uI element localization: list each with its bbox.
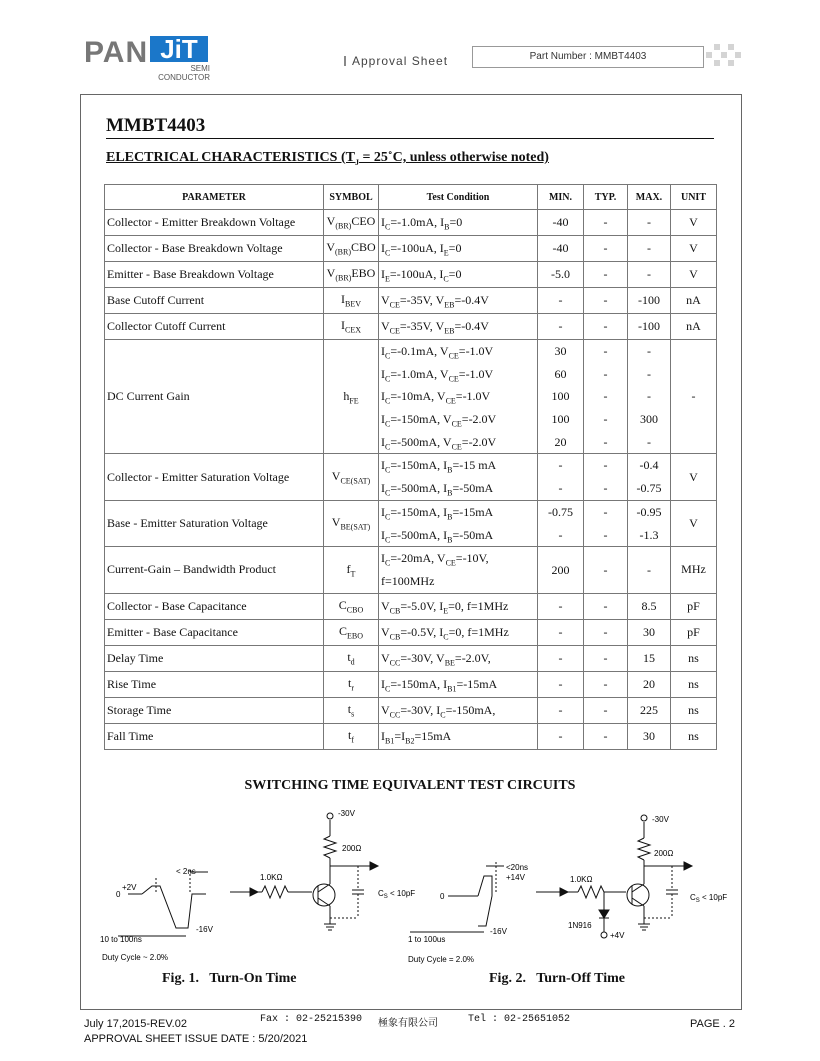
cell-symbol: $t_d$: [324, 645, 379, 671]
cell-test-condition: [379, 454, 538, 500]
cell-test-condition: [379, 723, 538, 749]
cell-max-line: -: [647, 215, 651, 230]
logo-jit-text: JiT: [150, 36, 208, 62]
cell-typ: [584, 340, 628, 454]
cell-test-condition-line: $I_C=-500mA$, $I_B=-50mA$: [381, 527, 494, 544]
cell-test-condition-line: $I_C=-0.1mA$, $V_{CE}=-1.0V$: [381, 344, 494, 361]
cell-max-line: 30: [643, 728, 655, 743]
cell-unit: V: [671, 236, 717, 262]
cell-min: [538, 547, 584, 593]
cell-typ-line: -: [603, 293, 608, 308]
cell-max-line: -: [647, 267, 651, 282]
cell-max-line: -: [647, 366, 651, 381]
cell-typ-line: -: [603, 527, 608, 542]
cell-test-condition: [379, 288, 538, 314]
cell-min: [538, 671, 584, 697]
cell-min: [538, 262, 584, 288]
cell-typ-line: -: [603, 728, 608, 743]
cell-min-line: 30: [554, 344, 567, 358]
cell-test-condition-line: $I_C=-150mA$, $I_{B1}=-15mA$: [381, 676, 498, 694]
cell-typ-line: -: [603, 562, 608, 577]
cell-test-condition-line: $I_C=-500mA$, $V_{CE}=-2.0V$: [381, 434, 497, 452]
fig2-caption: Fig. 2. Turn-Off Time: [489, 971, 626, 986]
cell-min-line: -: [558, 598, 563, 613]
cell-max: [628, 619, 671, 645]
table-row: [105, 619, 717, 645]
cell-typ: [584, 619, 628, 645]
cell-min-line: -: [558, 481, 563, 496]
cell-symbol: $I_{CEX}$: [324, 314, 379, 340]
cell-min-line: 100: [551, 389, 570, 404]
cell-min-line: 20: [554, 434, 567, 449]
cell-min-line: -40: [552, 241, 569, 256]
cell-max-line: -0.75: [636, 481, 662, 496]
fig1-pulse-zero: 0: [116, 890, 121, 899]
cell-max: [628, 454, 671, 500]
cell-symbol: $C_{CBO}$: [324, 593, 379, 619]
header-max: MAX.: [628, 185, 671, 210]
cell-test-condition: [379, 671, 538, 697]
cell-max: [628, 593, 671, 619]
fig2-vcc-label: -30V: [652, 815, 669, 824]
part-number-box: Part Number : MMBT4403: [472, 46, 704, 68]
cell-test-condition-line: $I_C=-20mA$, $V_{CE}=-10V$,: [381, 551, 489, 568]
cell-min-line: -: [558, 319, 563, 334]
table-row: [105, 547, 717, 593]
turn-off-circuit-diagram: [400, 800, 730, 970]
cell-min-line: -: [558, 650, 563, 665]
cell-max-line: 8.5: [641, 598, 657, 613]
cell-min: [538, 619, 584, 645]
cell-unit: nA: [671, 314, 717, 340]
fig2-diode-label: 1N916: [568, 921, 592, 930]
fig2-duty-label: Duty Cycle = 2.0%: [408, 955, 475, 964]
fig1-vcc-label: -30V: [338, 809, 355, 818]
header-test-condition: Test Condition: [379, 185, 538, 210]
table-row: [105, 288, 717, 314]
cell-test-condition-line: $V_{CE}=-35V$, $V_{EB}=-0.4V$: [381, 319, 489, 336]
cell-typ-line: -: [603, 481, 608, 496]
header-min: MIN.: [538, 185, 584, 210]
cell-symbol: $t_r$: [324, 671, 379, 697]
cell-unit: V: [671, 500, 717, 546]
cell-min-line: -: [558, 293, 563, 308]
cell-test-condition-line: $V_{CC}=-30V$, $I_C=-150mA$,: [381, 702, 496, 720]
turn-on-circuit-diagram: [100, 800, 420, 970]
table-row: [105, 500, 717, 546]
cell-parameter: Rise Time: [105, 671, 324, 697]
cell-test-condition: [379, 236, 538, 262]
cell-test-condition: [379, 500, 538, 546]
cell-symbol: $I_{BEV}$: [324, 288, 379, 314]
cell-test-condition-line: $V_{CE}=-35V$, $V_{EB}=-0.4V$: [381, 293, 489, 310]
cell-symbol: $f_T$: [324, 547, 379, 593]
cell-typ-line: -: [603, 458, 608, 473]
cell-max: [628, 500, 671, 546]
cell-test-condition: [379, 645, 538, 671]
cell-parameter: Current-Gain – Bandwidth Product: [105, 547, 324, 593]
cell-typ-line: -: [603, 241, 608, 256]
cell-min: [538, 593, 584, 619]
fig2-rc-label: 200Ω: [654, 849, 674, 858]
cell-unit: pF: [671, 593, 717, 619]
fig2-cs-label: $C_S < 10pF$: [690, 893, 728, 904]
cell-max-line: 300: [640, 412, 658, 427]
cell-max-line: -: [647, 562, 651, 577]
cell-typ-line: -: [603, 504, 608, 519]
cell-max-line: 15: [643, 650, 655, 665]
cell-unit: ns: [671, 697, 717, 723]
cell-test-condition-line: $I_E=-100uA$, $I_C=0$: [381, 267, 462, 284]
cell-max: [628, 262, 671, 288]
footer-issue-date: APPROVAL SHEET ISSUE DATE : 5/20/2021: [84, 1033, 308, 1045]
cell-unit: -: [671, 340, 717, 454]
cell-min: [538, 645, 584, 671]
cell-parameter: Collector - Emitter Saturation Voltage: [105, 454, 324, 500]
cell-max: [628, 723, 671, 749]
fig1-pulse-top: +2V: [122, 883, 137, 892]
cell-typ-line: -: [603, 650, 608, 665]
cell-typ: [584, 547, 628, 593]
cell-test-condition: [379, 697, 538, 723]
cell-test-condition-line: $I_C=-150mA$, $V_{CE}=-2.0V$: [381, 412, 497, 429]
cell-parameter: Base - Emitter Saturation Voltage: [105, 500, 324, 546]
cell-max-line: -: [647, 344, 651, 358]
cell-parameter: Delay Time: [105, 645, 324, 671]
cell-min-line: 60: [554, 366, 567, 381]
cell-test-condition: [379, 619, 538, 645]
cell-min-line: -: [558, 676, 563, 691]
cell-test-condition-line: $I_C=-150mA$, $I_B=-15$ mA: [381, 458, 497, 475]
cell-min-line: -: [558, 624, 563, 639]
cell-typ: [584, 593, 628, 619]
cell-min-line: 100: [551, 412, 570, 427]
table-header-row: [105, 185, 717, 210]
cell-max-line: -1.3: [639, 527, 659, 542]
cell-test-condition-line: $I_{B1}=I_{B2}=15mA$: [381, 728, 452, 746]
cell-max-line: 30: [643, 624, 655, 639]
cell-max-line: 20: [643, 676, 655, 691]
cell-typ-line: -: [603, 702, 608, 717]
cell-max-line: -0.4: [639, 458, 659, 473]
cell-min: [538, 288, 584, 314]
cell-symbol: $V_{BE(SAT)}$: [324, 500, 379, 546]
cell-test-condition: [379, 262, 538, 288]
footer-tel: Tel : 02-25651052: [468, 1014, 571, 1025]
cell-max-line: -: [647, 241, 651, 256]
header-parameter: PARAMETER: [105, 185, 324, 210]
cell-typ: [584, 723, 628, 749]
table-row: [105, 645, 717, 671]
cell-symbol: $C_{EBO}$: [324, 619, 379, 645]
cell-typ: [584, 262, 628, 288]
fig2-width-label: 1 to 100us: [408, 935, 446, 944]
logo-semi-text: SEMI: [190, 64, 210, 73]
cell-max: [628, 236, 671, 262]
fig1-rc-label: 200Ω: [342, 844, 362, 853]
fig1-cs-label: $C_S < 10pF$: [378, 889, 416, 900]
cell-min-line: 200: [551, 562, 570, 577]
cell-typ: [584, 288, 628, 314]
cell-max: [628, 671, 671, 697]
cell-test-condition: [379, 593, 538, 619]
fig1-duty-label: Duty Cycle ~ 2.0%: [102, 953, 169, 962]
cell-test-condition: [379, 210, 538, 236]
cell-test-condition-line: $I_C=-10mA$, $V_{CE}=-1.0V$: [381, 389, 491, 406]
cell-symbol: $V_{(BR)}CEO$: [324, 210, 379, 236]
footer-company: 極象有限公司: [378, 1019, 438, 1030]
cell-max-line: 225: [640, 702, 658, 717]
cell-min-line: -: [558, 458, 563, 473]
cell-test-condition: [379, 547, 538, 593]
cell-parameter: Collector - Emitter Breakdown Voltage: [105, 210, 324, 236]
logo-conductor-text: CONDUCTOR: [158, 73, 210, 82]
cell-test-condition-line: f=100MHz: [381, 573, 435, 588]
cell-unit: pF: [671, 619, 717, 645]
cell-test-condition-line: $I_C=-1.0mA$, $I_B=0$: [381, 215, 463, 232]
cell-parameter: Base Cutoff Current: [105, 288, 324, 314]
cell-unit: nA: [671, 288, 717, 314]
cell-max: [628, 645, 671, 671]
cell-typ-line: -: [603, 215, 608, 230]
cell-typ: [584, 500, 628, 546]
cell-min: [538, 210, 584, 236]
cell-unit: ns: [671, 723, 717, 749]
cell-test-condition: [379, 340, 538, 454]
footer-fax: Fax : 02-25215390: [260, 1014, 363, 1025]
cell-min: [538, 697, 584, 723]
cell-parameter: Collector - Base Capacitance: [105, 593, 324, 619]
cell-typ-line: -: [603, 267, 608, 282]
fig2-rise-label: <20ns: [506, 863, 529, 872]
fig2-pulse-zero: 0: [440, 892, 445, 901]
cell-parameter: Collector - Base Breakdown Voltage: [105, 236, 324, 262]
cell-typ: [584, 210, 628, 236]
cell-typ: [584, 236, 628, 262]
cell-typ: [584, 454, 628, 500]
cell-typ-line: -: [603, 598, 608, 613]
cell-typ-line: -: [603, 389, 608, 404]
cell-test-condition: [379, 314, 538, 340]
table-row: [105, 697, 717, 723]
cell-test-condition-line: $I_C=-500mA$, $I_B=-50mA$: [381, 481, 494, 498]
header-symbol: SYMBOL: [324, 185, 379, 210]
fig1-pulse-bottom: -16V: [196, 925, 213, 934]
fig2-rb-label: 1.0KΩ: [570, 875, 593, 884]
cell-symbol: $t_f$: [324, 723, 379, 749]
cell-typ-line: -: [603, 344, 608, 358]
cell-unit: V: [671, 454, 717, 500]
cell-typ-line: -: [603, 434, 608, 449]
footer-revision-date: July 17,2015-REV.02: [84, 1018, 187, 1030]
header-unit: UNIT: [671, 185, 717, 210]
fig2-bias-label: +4V: [610, 931, 625, 940]
cell-min: [538, 500, 584, 546]
table-row: [105, 454, 717, 500]
fig1-rb-label: 1.0KΩ: [260, 873, 283, 882]
table-row: [105, 262, 717, 288]
logo-semiconductor: [154, 64, 210, 82]
cell-min-line: -40: [552, 215, 569, 230]
cell-symbol: $V_{CE(SAT)}$: [324, 454, 379, 500]
cell-max: [628, 340, 671, 454]
cell-test-condition-line: $V_{CC}=-30V$, $V_{BE}=-2.0V$,: [381, 650, 491, 668]
cell-symbol: $V_{(BR)}EBO$: [324, 262, 379, 288]
cell-test-condition-line: $I_C=-100uA$, $I_E=0$: [381, 241, 462, 258]
cell-max: [628, 547, 671, 593]
fig2-pulse-bottom: -16V: [490, 927, 507, 936]
fig2-pulse-top: +14V: [506, 873, 525, 882]
cell-test-condition-line: $V_{CB}=-5.0V$, $I_E=0$, f=1MHz: [381, 598, 509, 616]
cell-max: [628, 288, 671, 314]
cell-min: [538, 723, 584, 749]
cell-max-line: -100: [638, 319, 660, 334]
cell-unit: V: [671, 262, 717, 288]
cell-unit: V: [671, 210, 717, 236]
fig1-width-label: 10 to 100ns: [100, 935, 142, 944]
table-row: [105, 210, 717, 236]
cell-max: [628, 697, 671, 723]
cell-test-condition-line: $V_{CB}=-0.5V$, $I_C=0$, f=1MHz: [381, 624, 509, 642]
cell-min: [538, 454, 584, 500]
cell-max-line: -0.95: [636, 504, 662, 519]
cell-parameter: Fall Time: [105, 723, 324, 749]
cell-unit: MHz: [671, 547, 717, 593]
cell-parameter: Emitter - Base Breakdown Voltage: [105, 262, 324, 288]
cell-typ: [584, 697, 628, 723]
table-row: [105, 723, 717, 749]
cell-typ: [584, 314, 628, 340]
cell-typ-line: -: [603, 676, 608, 691]
cell-min-line: -: [558, 728, 563, 743]
header-typ: TYP.: [584, 185, 628, 210]
cell-parameter: Collector Cutoff Current: [105, 314, 324, 340]
switching-circuits-title: SWITCHING TIME EQUIVALENT TEST CIRCUITS: [244, 778, 576, 793]
table-row: [105, 593, 717, 619]
cell-parameter: Storage Time: [105, 697, 324, 723]
electrical-characteristics-table: [104, 184, 717, 750]
cell-max-line: -: [647, 434, 651, 449]
cell-min: [538, 314, 584, 340]
cell-min: [538, 236, 584, 262]
cell-typ-line: -: [603, 412, 608, 427]
table-row: [105, 340, 717, 454]
fig1-caption: Fig. 1. Turn-On Time: [162, 971, 297, 986]
cell-parameter: DC Current Gain: [105, 340, 324, 454]
cell-max: [628, 314, 671, 340]
cell-min-line: -5.0: [551, 267, 570, 282]
cell-unit: ns: [671, 671, 717, 697]
panjit-logo: [84, 36, 214, 86]
section-subtitle: ELECTRICAL CHARACTERISTICS ($T_J$ = 25˚C, unless otherwise noted): [106, 150, 549, 167]
cell-typ: [584, 645, 628, 671]
cell-min-line: -: [558, 527, 563, 542]
cell-typ-line: -: [603, 366, 608, 381]
cell-typ-line: -: [603, 624, 608, 639]
cell-test-condition-line: $I_C=-1.0mA$, $V_{CE}=-1.0V$: [381, 366, 494, 384]
cell-min-line: -0.75: [548, 504, 573, 519]
table-row: [105, 671, 717, 697]
table-row: [105, 314, 717, 340]
cell-max-line: -: [647, 389, 651, 404]
cell-unit: ns: [671, 645, 717, 671]
cell-max: [628, 210, 671, 236]
footer-page-number: PAGE . 2: [690, 1018, 736, 1030]
page-title: MMBT4403: [106, 114, 714, 139]
cell-test-condition-line: $I_C=-150mA$, $I_B=-15mA$: [381, 504, 494, 522]
cell-min-line: -: [558, 702, 563, 717]
decorative-squares: [706, 44, 742, 72]
cell-parameter: Emitter - Base Capacitance: [105, 619, 324, 645]
cell-typ-line: -: [603, 319, 608, 334]
logo-pan-text: PAN: [84, 36, 149, 69]
fig1-rise-label: < 2ns: [176, 867, 196, 876]
cell-max-line: -100: [638, 293, 660, 308]
cell-typ: [584, 671, 628, 697]
cell-symbol: $V_{(BR)}CBO$: [324, 236, 379, 262]
cell-symbol: $t_s$: [324, 697, 379, 723]
cell-symbol: $h_{FE}$: [324, 340, 379, 454]
approval-sheet-label: Approval Sheet: [344, 54, 448, 68]
table-row: [105, 236, 717, 262]
cell-min: [538, 340, 584, 454]
